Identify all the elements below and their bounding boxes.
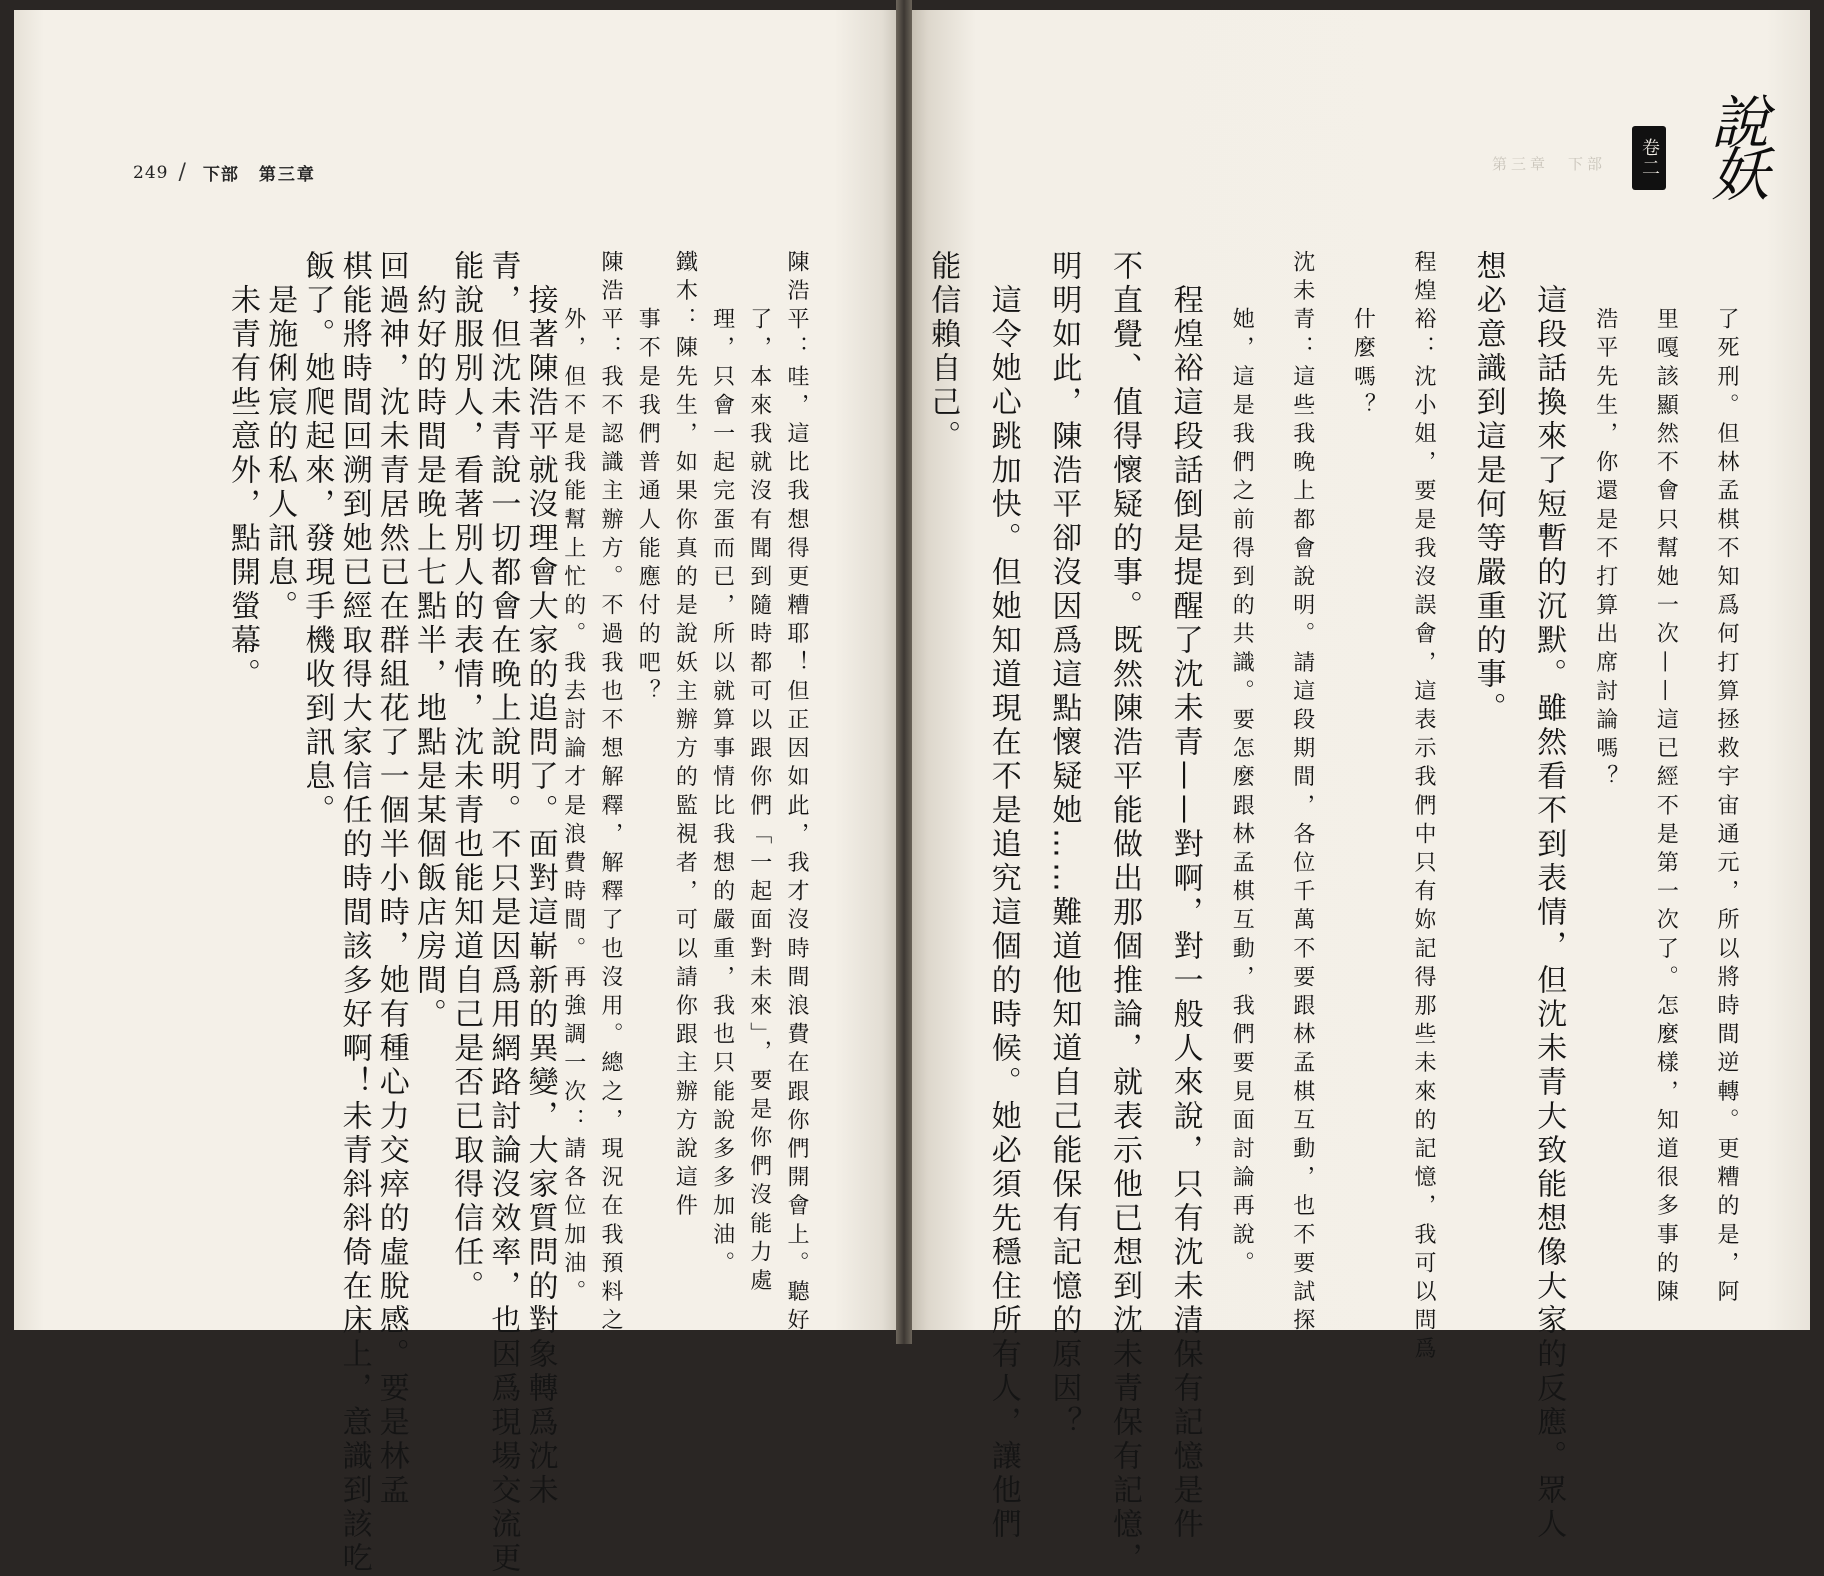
book-spine [896, 0, 912, 1344]
text-column: 回過神，沈未青居然已在群組花了一個半小時，她有種心力交瘁的虛脫感。要是林孟 [373, 250, 409, 1508]
text-column: 外，但不是我能幫上忙的。我去討論才是浪費時間。再強調一次：請各位加油。 [560, 250, 586, 1309]
text-column: 這段話換來了短暫的沉默。雖然看不到表情，但沈未青大致能想像大家的反應。眾人 [1531, 250, 1567, 1542]
text-column: 未青有些意外，點開螢幕。 [225, 250, 260, 692]
text-column: 浩平先生，你還是不打算出席討論嗎？ [1592, 250, 1618, 794]
text-column: 棋能將時間回溯到她已經取得大家信任的時間該多好啊！未青斜斜倚在床上，意識到該吃 [336, 250, 372, 1576]
text-column: 理，只會一起完蛋而已，所以就算事情比我想的嚴重，我也只能說多多加油。 [709, 250, 735, 1280]
text-column: 是施俐宸的私人訊息。 [262, 250, 298, 624]
page-number: 249 [133, 162, 169, 183]
text-column: 她，這是我們之前得到的共識。要怎麼跟林孟棋互動，我們要見面討論再說。 [1229, 250, 1255, 1280]
text-column: 程煌裕：沈小姐，要是我沒誤會，這表示我們中只有妳記得那些未來的記憶，我可以問爲 [1411, 250, 1436, 1366]
text-column: 鐵木：陳先生，如果你真的是說妖主辦方的監視者，可以請你跟主辦方說這件 [672, 250, 698, 1223]
bleed-through-header: 第三章 下部 [1492, 155, 1607, 173]
part-title: 下部 [202, 165, 239, 185]
chapter-title: 第三章 [258, 165, 316, 185]
text-column: 事不是我們普通人能應付的吧？ [635, 250, 661, 708]
volume-badge: 卷二 [1632, 126, 1666, 190]
text-column: 飯了。她爬起來，發現手機收到訊息。 [299, 250, 335, 828]
text-column: 陳浩平：我不認識主辦方。不過我也不想解釋，解釋了也沒用。總之，現況在我預料之 [598, 250, 623, 1337]
text-column: 明明如此，陳浩平卻沒因爲這點懷疑她……難道他知道自己能保有記憶的原因？ [1046, 250, 1082, 1440]
text-column: 接著陳浩平就沒理會大家的追問了。面對這嶄新的異變，大家質問的對象轉爲沈未 [522, 250, 558, 1508]
text-column: 什麼嗎？ [1350, 250, 1376, 422]
text-column: 這令她心跳加快。但她知道現在不是追究這個的時候。她必須先穩住所有人，讓他們 [985, 250, 1021, 1542]
text-column: 能說服別人，看著別人的表情，沈未青也能知道自己是否已取得信任。 [448, 250, 484, 1304]
text-column: 沈未青：這些我晚上都會說明。請這段期間，各位千萬不要跟林孟棋互動，也不要試探 [1289, 250, 1315, 1337]
text-column: 程煌裕這段話倒是提醒了沈未青——對啊，對一般人來說，只有沈未清保有記憶是件 [1167, 250, 1203, 1542]
text-column: 青，但沈未青說一切都會在晚上說明。不只是因爲用網路討論沒效率，也因爲現場交流更 [485, 250, 521, 1576]
series-title: 說妖 [1701, 92, 1769, 196]
text-column: 了，本來我就沒有聞到隨時都可以跟你們「一起面對未來」，要是你們沒能力處 [746, 250, 772, 1298]
text-column: 不直覺、值得懷疑的事。既然陳浩平能做出那個推論，就表示他已想到沈未青保有記憶， [1107, 250, 1142, 1576]
text-column: 能信賴自己。 [925, 250, 961, 454]
text-column: 了死刑。但林孟棋不知爲何打算拯救宇宙通元，所以將時間逆轉。更糟的是，阿 [1714, 250, 1739, 1309]
series-logo [1626, 92, 1776, 212]
text-column: 陳浩平：哇，這比我想得更糟耶！但正因如此，我才沒時間浪費在跟你們開會上。聽好 [784, 250, 809, 1337]
text-column: 約好的時間是晚上七點半，地點是某個飯店房間。 [411, 250, 446, 1032]
text-column: 里嘎該顯然不會只幫她一次——這已經不是第一次了。怎麼樣，知道很多事的陳 [1653, 250, 1679, 1309]
running-header [133, 160, 316, 185]
header-separator: / [178, 160, 187, 185]
text-column: 想必意識到這是何等嚴重的事。 [1470, 250, 1506, 726]
